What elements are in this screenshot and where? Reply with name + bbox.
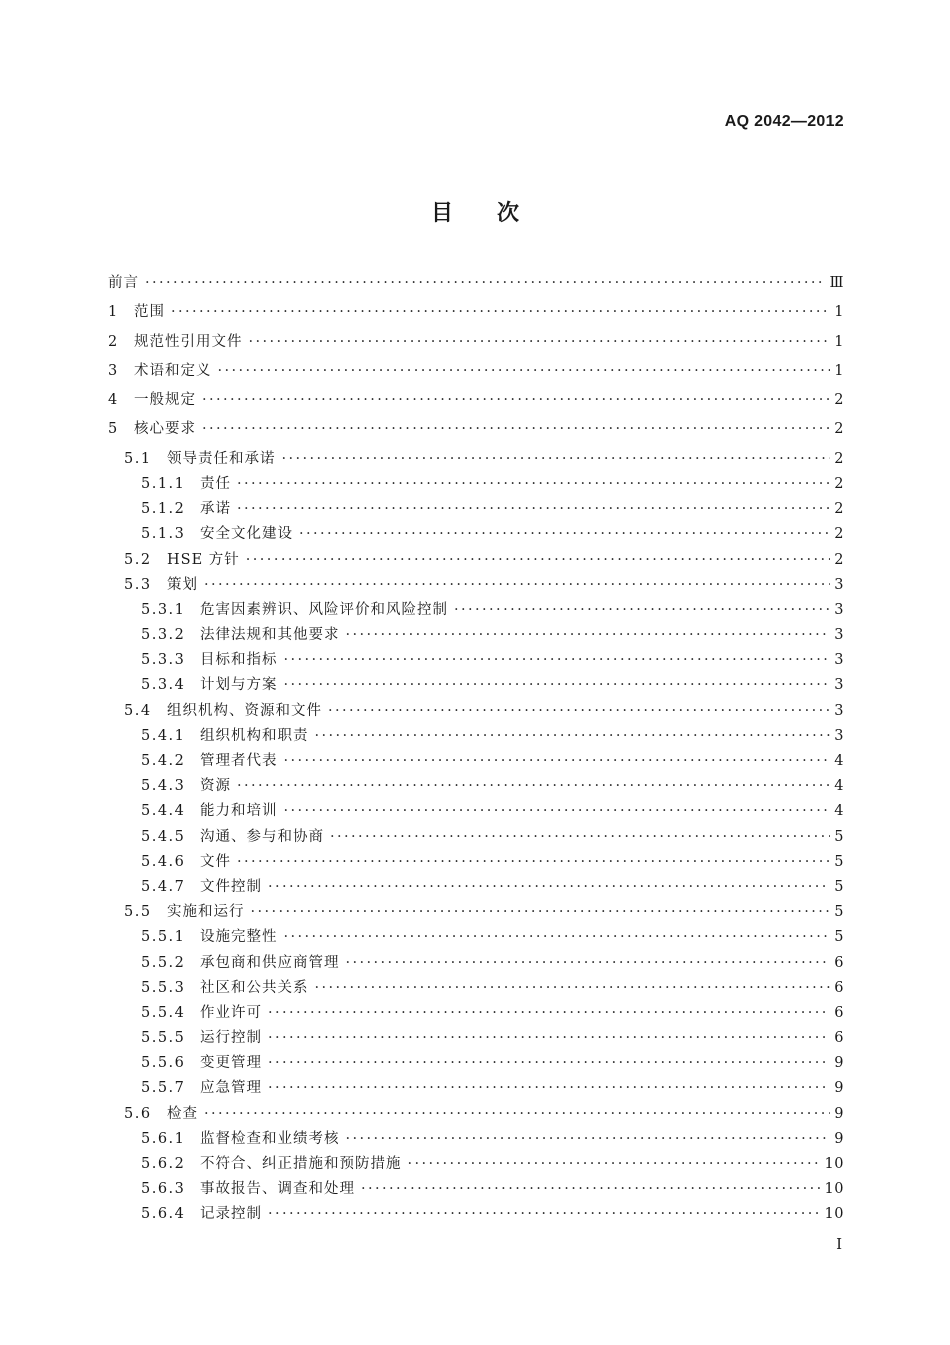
toc-entry-page: 3 (834, 702, 844, 719)
toc-leader-dots (249, 335, 831, 350)
toc-entry[interactable] (108, 855, 844, 880)
toc-entry[interactable] (108, 930, 844, 955)
toc-entry-number: 5.6.4 (141, 1206, 186, 1223)
table-of-contents (108, 276, 844, 1233)
toc-entry-label: 承包商和供应商管理 (200, 954, 340, 971)
toc-entry-number: 5.5.5 (141, 1030, 186, 1047)
toc-entry-page: Ⅲ (829, 275, 844, 291)
toc-entry-number: 5.5.1 (141, 929, 186, 946)
toc-entry-page: 5 (834, 929, 844, 946)
toc-entry-page: 3 (834, 652, 844, 669)
toc-entry-label: 危害因素辨识、风险评价和风险控制 (200, 601, 448, 618)
toc-leader-dots (204, 1107, 830, 1122)
toc-entry-number: 5.4.3 (141, 778, 186, 795)
toc-leader-dots (346, 956, 831, 971)
toc-entry-label: 计划与方案 (200, 677, 278, 694)
toc-leader-dots (268, 1207, 821, 1222)
toc-entry-page: 1 (834, 362, 844, 379)
toc-entry-page: 3 (834, 576, 844, 593)
toc-leader-dots (237, 779, 830, 794)
toc-leader-dots (268, 1056, 830, 1071)
toc-entry[interactable] (108, 754, 844, 779)
toc-leader-dots (237, 855, 830, 870)
toc-entry[interactable] (108, 364, 844, 393)
toc-leader-dots (202, 393, 830, 408)
toc-entry-page: 2 (834, 526, 844, 543)
toc-entry-number: 5.5.4 (141, 1004, 186, 1021)
toc-entry-label: 设施完整性 (200, 929, 278, 946)
toc-entry[interactable] (108, 704, 844, 729)
toc-title-part2: 次 (497, 201, 520, 226)
toc-entry-label: 沟通、参与和协商 (200, 828, 324, 845)
toc-entry[interactable] (108, 1081, 844, 1106)
toc-entry-label: 承诺 (200, 501, 231, 518)
toc-entry-page: 4 (834, 803, 844, 820)
toc-entry-page: 1 (834, 333, 844, 350)
toc-entry-page: 10 (824, 1181, 844, 1198)
toc-entry-number: 5.4.7 (141, 878, 186, 895)
toc-leader-dots (328, 704, 830, 719)
toc-entry[interactable] (108, 1107, 844, 1132)
toc-entry-number: 5.3 (124, 576, 152, 593)
toc-entry[interactable] (108, 653, 844, 678)
toc-leader-dots (315, 981, 831, 996)
toc-leader-dots (145, 276, 826, 291)
toc-leader-dots (408, 1157, 821, 1172)
toc-entry[interactable] (108, 880, 844, 905)
toc-leader-dots (346, 628, 831, 643)
toc-entry[interactable] (108, 1157, 844, 1182)
toc-entry-number: 5.5 (124, 904, 152, 921)
toc-entry-page: 5 (834, 878, 844, 895)
toc-entry-label: 运行控制 (200, 1030, 262, 1047)
toc-entry-page: 2 (834, 551, 844, 568)
toc-leader-dots (268, 1006, 830, 1021)
toc-entry-page: 4 (834, 778, 844, 795)
toc-entry[interactable] (108, 1056, 844, 1081)
toc-entry-page: 6 (834, 954, 844, 971)
toc-leader-dots (171, 305, 830, 320)
toc-entry[interactable] (108, 553, 844, 578)
toc-entry-label: 一般规定 (134, 392, 196, 409)
toc-entry-label: 社区和公共关系 (200, 979, 309, 996)
toc-entry-label: 文件 (200, 853, 231, 870)
toc-entry-label: 术语和定义 (134, 362, 212, 379)
toc-title (0, 196, 950, 227)
toc-entry-label: 检查 (167, 1105, 198, 1122)
toc-entry-number: 5.4.2 (141, 753, 186, 770)
toc-entry[interactable] (108, 603, 844, 628)
toc-entry-page: 10 (824, 1156, 844, 1173)
toc-entry[interactable] (108, 678, 844, 703)
toc-entry-number: 5 (108, 421, 119, 438)
toc-entry-page: 6 (834, 979, 844, 996)
toc-entry[interactable] (108, 779, 844, 804)
toc-leader-dots (204, 578, 830, 593)
toc-leader-dots (284, 754, 831, 769)
toc-entry-number: 5.6.3 (141, 1181, 186, 1198)
toc-entry-number: 5.1.3 (141, 526, 186, 543)
toc-leader-dots (346, 1132, 831, 1147)
toc-entry-label: 范围 (134, 304, 165, 321)
toc-entry-page: 9 (834, 1055, 844, 1072)
toc-entry-label: 变更管理 (200, 1055, 262, 1072)
toc-leader-dots (268, 1031, 830, 1046)
toc-entry[interactable] (108, 335, 844, 364)
toc-entry-number: 5.6.2 (141, 1156, 186, 1173)
toc-leader-dots (284, 804, 831, 819)
toc-entry-page: 5 (834, 904, 844, 921)
toc-title-part1: 目 (430, 201, 453, 226)
toc-entry-label: 实施和运行 (167, 904, 245, 921)
toc-entry-label: 能力和培训 (200, 803, 278, 820)
toc-entry-number: 5.4 (124, 702, 152, 719)
toc-entry-page: 3 (834, 627, 844, 644)
toc-entry-number: 5.2 (124, 551, 152, 568)
toc-entry-page: 9 (834, 1130, 844, 1147)
standard-code: AQ 2042—2012 (724, 113, 844, 130)
toc-entry-page: 2 (834, 450, 844, 467)
toc-entry[interactable] (108, 578, 844, 603)
toc-entry-number: 3 (108, 362, 119, 379)
toc-entry-page: 5 (834, 828, 844, 845)
toc-entry-label: 应急管理 (200, 1080, 262, 1097)
toc-entry-label: 组织机构和职责 (200, 727, 309, 744)
toc-entry[interactable] (108, 956, 844, 981)
toc-entry[interactable] (108, 276, 844, 305)
toc-entry[interactable] (108, 1182, 844, 1207)
toc-entry-label: 文件控制 (200, 878, 262, 895)
toc-entry-label: 资源 (200, 778, 231, 795)
toc-entry[interactable] (108, 1132, 844, 1157)
toc-entry[interactable] (108, 1207, 844, 1232)
toc-entry-number: 5.1.1 (141, 475, 186, 492)
toc-entry-page: 2 (834, 475, 844, 492)
toc-leader-dots (315, 729, 831, 744)
toc-leader-dots (237, 502, 830, 517)
toc-leader-dots (299, 527, 830, 542)
toc-entry[interactable] (108, 477, 844, 502)
toc-entry-label: 领导责任和承诺 (167, 450, 276, 467)
toc-entry-label: 目标和指标 (200, 652, 278, 669)
toc-leader-dots (202, 422, 830, 437)
toc-entry-number: 5.6.1 (141, 1130, 186, 1147)
toc-entry-label: 不符合、纠正措施和预防措施 (200, 1156, 402, 1173)
toc-entry-page: 10 (824, 1206, 844, 1223)
toc-entry-page: 5 (834, 853, 844, 870)
toc-entry-page: 3 (834, 727, 844, 744)
toc-entry-number: 5.4.5 (141, 828, 186, 845)
toc-entry[interactable] (108, 1031, 844, 1056)
page-number: I (836, 1235, 842, 1253)
toc-leader-dots (454, 603, 830, 618)
toc-entry-number: 5.6 (124, 1105, 152, 1122)
toc-entry-label: 监督检查和业绩考核 (200, 1130, 340, 1147)
toc-entry-page: 2 (834, 501, 844, 518)
toc-entry[interactable] (108, 804, 844, 829)
toc-leader-dots (284, 678, 831, 693)
toc-entry-label: 组织机构、资源和文件 (167, 702, 322, 719)
toc-entry-number: 5.1.2 (141, 501, 186, 518)
toc-leader-dots (284, 930, 831, 945)
toc-entry-label: HSE 方针 (167, 551, 240, 568)
toc-entry-page: 9 (834, 1080, 844, 1097)
toc-leader-dots (282, 452, 831, 467)
toc-entry-page: 9 (834, 1105, 844, 1122)
toc-entry-number: 5.3.4 (141, 677, 186, 694)
toc-entry[interactable] (108, 1006, 844, 1031)
toc-entry-label: 事故报告、调查和处理 (200, 1181, 355, 1198)
toc-entry[interactable] (108, 830, 844, 855)
toc-entry-number: 4 (108, 392, 119, 409)
toc-entry-label: 记录控制 (200, 1206, 262, 1223)
toc-entry-number: 5.4.4 (141, 803, 186, 820)
toc-entry-number: 1 (108, 304, 119, 321)
toc-entry-number: 5.4.6 (141, 853, 186, 870)
toc-entry-number: 2 (108, 333, 119, 350)
toc-entry-label: 管理者代表 (200, 753, 278, 770)
toc-entry[interactable] (108, 905, 844, 930)
toc-leader-dots (237, 477, 830, 492)
toc-entry[interactable] (108, 981, 844, 1006)
toc-entry-label: 策划 (167, 576, 198, 593)
toc-entry[interactable] (108, 502, 844, 527)
toc-entry-label: 前言 (108, 275, 139, 291)
toc-entry[interactable] (108, 527, 844, 552)
toc-entry-page: 2 (834, 392, 844, 409)
toc-entry-number: 5.1 (124, 450, 152, 467)
toc-leader-dots (268, 880, 830, 895)
toc-entry-page: 1 (834, 304, 844, 321)
toc-entry-number: 5.5.2 (141, 954, 186, 971)
toc-leader-dots (246, 553, 830, 568)
toc-entry-number: 5.4.1 (141, 727, 186, 744)
toc-entry-page: 6 (834, 1030, 844, 1047)
toc-leader-dots (218, 364, 831, 379)
toc-entry-label: 责任 (200, 475, 231, 492)
toc-entry-number: 5.5.6 (141, 1055, 186, 1072)
toc-entry[interactable] (108, 393, 844, 422)
toc-entry-label: 法律法规和其他要求 (200, 627, 340, 644)
toc-entry-label: 安全文化建设 (200, 526, 293, 543)
toc-leader-dots (361, 1182, 821, 1197)
toc-entry-page: 4 (834, 753, 844, 770)
toc-entry-page: 2 (834, 421, 844, 438)
toc-leader-dots (268, 1081, 830, 1096)
toc-entry-page: 3 (834, 601, 844, 618)
toc-entry-label: 核心要求 (134, 421, 196, 438)
toc-entry-number: 5.3.2 (141, 627, 186, 644)
toc-leader-dots (251, 905, 831, 920)
toc-entry-label: 作业许可 (200, 1004, 262, 1021)
toc-entry[interactable] (108, 422, 844, 451)
toc-leader-dots (330, 830, 830, 845)
toc-entry[interactable] (108, 452, 844, 477)
toc-entry-number: 5.3.1 (141, 601, 186, 618)
toc-entry-label: 规范性引用文件 (134, 333, 243, 350)
toc-leader-dots (284, 653, 831, 668)
toc-entry[interactable] (108, 729, 844, 754)
toc-entry[interactable] (108, 305, 844, 334)
toc-entry-number: 5.5.3 (141, 979, 186, 996)
toc-entry[interactable] (108, 628, 844, 653)
toc-entry-number: 5.5.7 (141, 1080, 186, 1097)
toc-entry-page: 3 (834, 677, 844, 694)
toc-entry-number: 5.3.3 (141, 652, 186, 669)
toc-entry-page: 6 (834, 1004, 844, 1021)
